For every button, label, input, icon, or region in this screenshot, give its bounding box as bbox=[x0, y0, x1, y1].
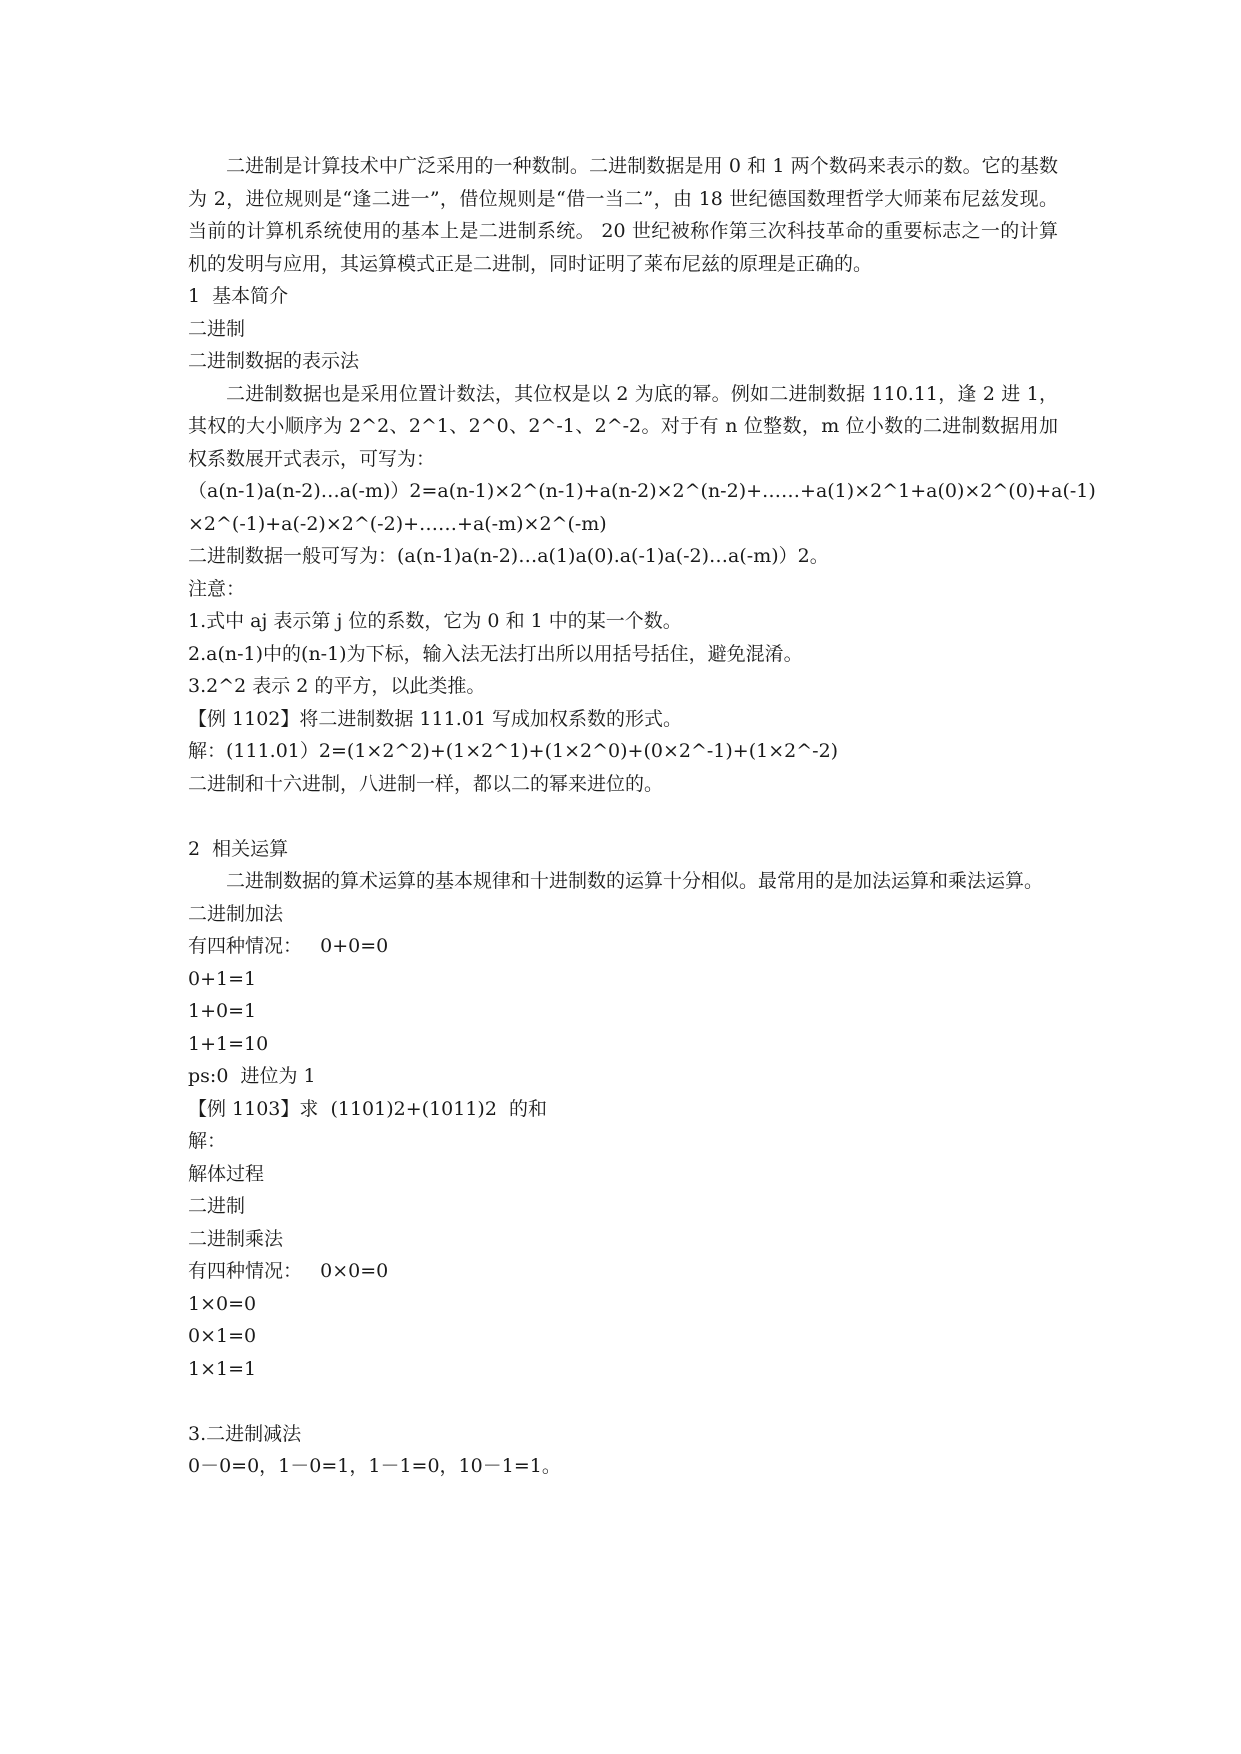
section1-heading: 1 基本简介 bbox=[188, 285, 289, 307]
note-label: 注意： bbox=[188, 577, 246, 600]
multiplication-title: 二进制乘法 bbox=[188, 1227, 284, 1250]
multiplication-case-1: 有四种情况： 0×0=0 bbox=[188, 1260, 389, 1282]
note-2: 2.a(n-1)中的(n-1)为下标，输入法无法打出所以用括号括住，避免混淆。 bbox=[188, 642, 803, 665]
formula-line-2: ×2^(-1)+a(-2)×2^(-2)+……+a(-m)×2^(-m) bbox=[188, 512, 607, 535]
blank-line bbox=[188, 800, 1058, 833]
addition-case-2: 0+1=1 bbox=[188, 967, 257, 990]
solution-1103-label: 解： bbox=[188, 1130, 227, 1152]
section2-heading: 2 相关运算 bbox=[188, 837, 289, 860]
blank-line bbox=[188, 1385, 1058, 1418]
addition-ps: ps:0 进位为 1 bbox=[188, 1065, 316, 1087]
example-1102: 【例 1102】将二进制数据 111.01 写成加权系数的形式。 bbox=[188, 707, 682, 730]
intro-paragraph: 二进制是计算技术中广泛采用的一种数制。二进制数据是用 0 和 1 两个数码来表示的数。它的基数为 2，进位规则是“逢二进一”，借位规则是“借一当二”，由 18 世纪德国数理哲学大师莱布尼兹发现。当前的计算机系统使用的基本上是二进制系统。 20 世纪被称作第三次科技革命的重要标志之一的计算机的发明与应用，其运算模式正是二进制，同时证明了莱布尼兹的原理是正确的。 bbox=[188, 155, 1058, 275]
solution-1103-process: 解体过程 bbox=[188, 1162, 265, 1185]
multiplication-case-4: 1×1=1 bbox=[188, 1357, 257, 1380]
general-form: 二进制数据一般可写为：(a(n-1)a(n-2)…a(1)a(0).a(-1)a(-2)…a(-m)）2。 bbox=[188, 545, 829, 567]
note-1: 1.式中 aj 表示第 j 位的系数，它为 0 和 1 中的某一个数。 bbox=[188, 610, 682, 632]
addition-case-4: 1+1=10 bbox=[188, 1032, 269, 1055]
addition-case-1: 有四种情况： 0+0=0 bbox=[188, 935, 389, 957]
section1-subheading-representation: 二进制数据的表示法 bbox=[188, 350, 360, 372]
addition-case-3: 1+0=1 bbox=[188, 1000, 257, 1022]
hex-octal-note: 二进制和十六进制，八进制一样，都以二的幂来进位的。 bbox=[188, 772, 664, 795]
subtraction-title: 3.二进制减法 bbox=[188, 1422, 302, 1445]
formula-line-1: （a(n-1)a(n-2)…a(-m)）2=a(n-1)×2^(n-1)+a(n-2)×2^(n-2)+……+a(1)×2^1+a(0)×2^(0)+a(-1) bbox=[188, 480, 1096, 502]
addition-title: 二进制加法 bbox=[188, 902, 284, 925]
arithmetic-paragraph: 二进制数据的算术运算的基本规律和十进制数的运算十分相似。最常用的是加法运算和乘法运算。 bbox=[226, 870, 1044, 892]
solution-1102: 解：(111.01）2=(1×2^2)+(1×2^1)+(1×2^0)+(0×2^-1)+(1×2^-2) bbox=[188, 740, 839, 762]
representation-paragraph: 二进制数据也是采用位置计数法，其位权是以 2 为底的幂。例如二进制数据 110.11，逢 2 进 1，其权的大小顺序为 2^2、2^1、2^0、2^-1、2^-2。对于有 n 位整数，m 位小数的二进制数据用加权系数展开式表示，可写为： bbox=[188, 382, 1058, 470]
multiplication-case-3: 0×1=0 bbox=[188, 1325, 257, 1347]
section1-subheading-binary: 二进制 bbox=[188, 317, 246, 340]
multiplication-case-2: 1×0=0 bbox=[188, 1292, 257, 1315]
binary-label: 二进制 bbox=[188, 1195, 246, 1217]
document-body bbox=[188, 150, 1096, 1483]
example-1103: 【例 1103】求 (1101)2+(1011)2 的和 bbox=[188, 1097, 548, 1120]
subtraction-rules: 0－0=0，1－0=1，1－1=0，10－1=1。 bbox=[188, 1455, 561, 1477]
note-3: 3.2^2 表示 2 的平方，以此类推。 bbox=[188, 675, 486, 697]
